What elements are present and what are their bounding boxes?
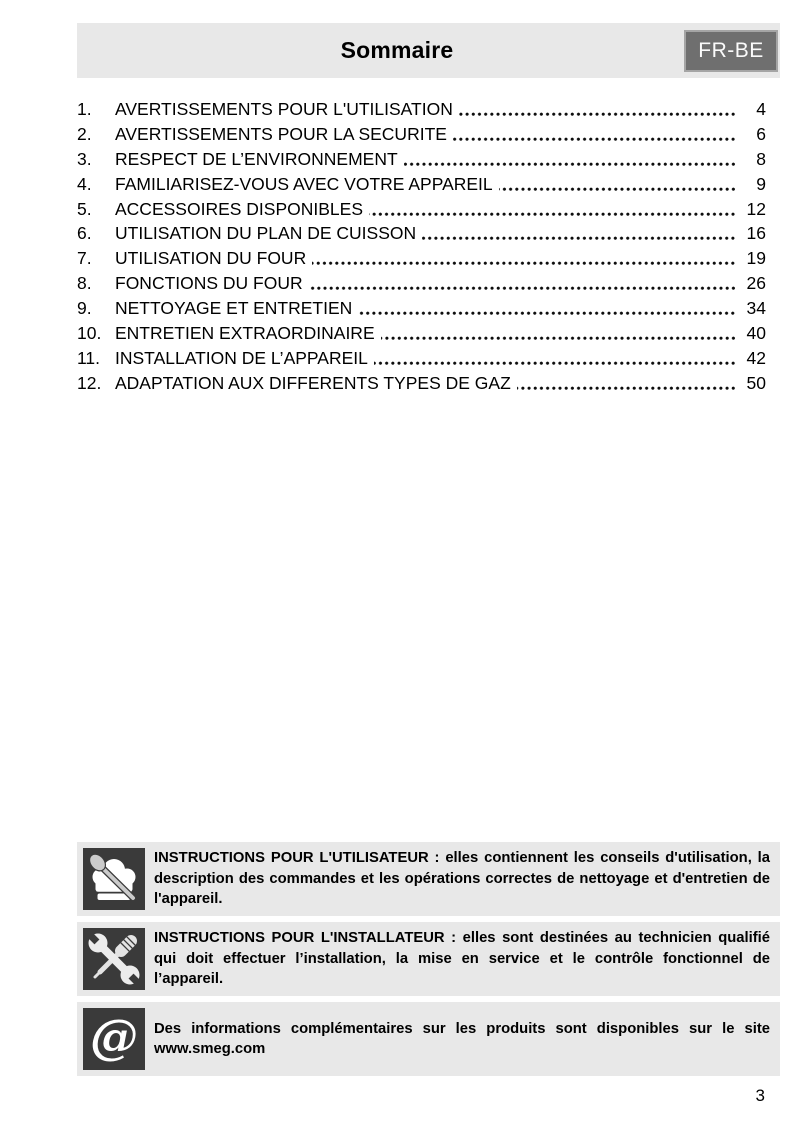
toc-entry-page: 4 xyxy=(756,98,766,119)
toc-entry-page: 12 xyxy=(746,198,766,219)
toc-entry-number: 1. xyxy=(77,98,92,119)
instruction-notes xyxy=(77,842,780,1082)
toc-entry-title: AVERTISSEMENTS POUR L'UTILISATION xyxy=(115,98,453,119)
toc-entry-number: 8. xyxy=(77,273,92,294)
toc-entry xyxy=(77,371,766,396)
at-sign-icon xyxy=(83,1008,145,1070)
toc-entry-page: 16 xyxy=(746,223,766,244)
toc-entry-number: 4. xyxy=(77,173,92,194)
note-installer-instructions xyxy=(77,922,780,996)
note-text: INSTRUCTIONS POUR L'INSTALLATEUR : elles sont destinées au technicien qualifié qui doit effectuer l’installation, la mise en service et le contrôle fonctionnel de l’appareil. xyxy=(154,930,770,988)
toc-entry xyxy=(77,221,766,246)
toc-entry xyxy=(77,346,766,371)
toc-entry-page: 6 xyxy=(756,123,766,144)
toc-entry xyxy=(77,321,766,346)
toc-entry-number: 5. xyxy=(77,198,92,219)
toc-entry-page: 9 xyxy=(756,173,766,194)
dot-leader xyxy=(312,261,737,266)
toc-entry-page: 34 xyxy=(746,298,766,319)
toc-entry-number: 7. xyxy=(77,248,92,269)
wrench-screwdriver-icon xyxy=(83,928,145,990)
toc-entry xyxy=(77,197,766,222)
chef-hat-spoon-icon xyxy=(83,848,145,910)
toc-entry xyxy=(77,296,766,321)
toc-entry-title: FONCTIONS DU FOUR xyxy=(115,273,303,294)
dot-leader xyxy=(459,112,737,117)
toc-entry-page: 50 xyxy=(746,372,766,393)
toc-entry-title: ENTRETIEN EXTRAORDINAIRE xyxy=(115,322,375,343)
toc-entry-page: 40 xyxy=(746,322,766,343)
toc-entry-number: 11. xyxy=(77,347,101,368)
note-text: INSTRUCTIONS POUR L'UTILISATEUR : elles contiennent les conseils d'utilisation, la description des commandes et les opérations correctes de nettoyage et d'entretien de l'appareil. xyxy=(154,850,770,908)
toc-entry-number: 2. xyxy=(77,123,92,144)
at-glyph: @ xyxy=(90,1009,138,1065)
toc-entry xyxy=(77,172,766,197)
toc-entry-page: 26 xyxy=(746,273,766,294)
toc-entry-number: 6. xyxy=(77,223,92,244)
toc-entry-title: AVERTISSEMENTS POUR LA SECURITE xyxy=(115,123,447,144)
toc-entry-title: NETTOYAGE ET ENTRETIEN xyxy=(115,298,353,319)
dot-leader xyxy=(374,361,737,366)
toc-entry-title: RESPECT DE L’ENVIRONNEMENT xyxy=(115,148,398,169)
toc-entry-title: FAMILIARISEZ-VOUS AVEC VOTRE APPAREIL xyxy=(115,173,493,194)
header-band xyxy=(77,23,780,78)
toc-entry xyxy=(77,97,766,122)
page-number: 3 xyxy=(755,1086,765,1105)
note-website-info xyxy=(77,1002,780,1076)
toc-entry xyxy=(77,271,766,296)
page-title: Sommaire xyxy=(340,37,454,63)
language-badge: FR-BE xyxy=(684,30,778,72)
toc-entry xyxy=(77,246,766,271)
table-of-contents xyxy=(77,97,766,396)
dot-leader xyxy=(499,187,737,192)
toc-entry-page: 8 xyxy=(756,148,766,169)
dot-leader xyxy=(381,336,737,341)
toc-entry-number: 12. xyxy=(77,372,102,393)
dot-leader xyxy=(358,311,737,316)
toc-entry-title: UTILISATION DU PLAN DE CUISSON xyxy=(115,223,417,244)
toc-entry-number: 10. xyxy=(77,322,102,343)
dot-leader xyxy=(369,212,737,217)
toc-entry-title: ACCESSOIRES DISPONIBLES xyxy=(115,198,363,219)
toc-entry-page: 19 xyxy=(746,248,766,269)
dot-leader xyxy=(309,286,737,291)
toc-entry-number: 3. xyxy=(77,148,92,169)
toc-entry-title: ADAPTATION AUX DIFFERENTS TYPES DE GAZ xyxy=(115,372,511,393)
toc-entry xyxy=(77,122,766,147)
toc-entry xyxy=(77,147,766,172)
note-text: Des informations complémentaires sur les produits sont disponibles sur le site www.smeg.com xyxy=(154,1020,770,1057)
dot-leader xyxy=(517,386,737,391)
dot-leader xyxy=(453,137,737,142)
toc-entry-title: INSTALLATION DE L’APPAREIL xyxy=(115,347,368,368)
dot-leader xyxy=(422,236,737,241)
toc-entry-number: 9. xyxy=(77,298,92,319)
dot-leader xyxy=(404,162,737,167)
note-user-instructions xyxy=(77,842,780,916)
toc-entry-page: 42 xyxy=(746,347,766,368)
toc-entry-title: UTILISATION DU FOUR xyxy=(115,248,307,269)
